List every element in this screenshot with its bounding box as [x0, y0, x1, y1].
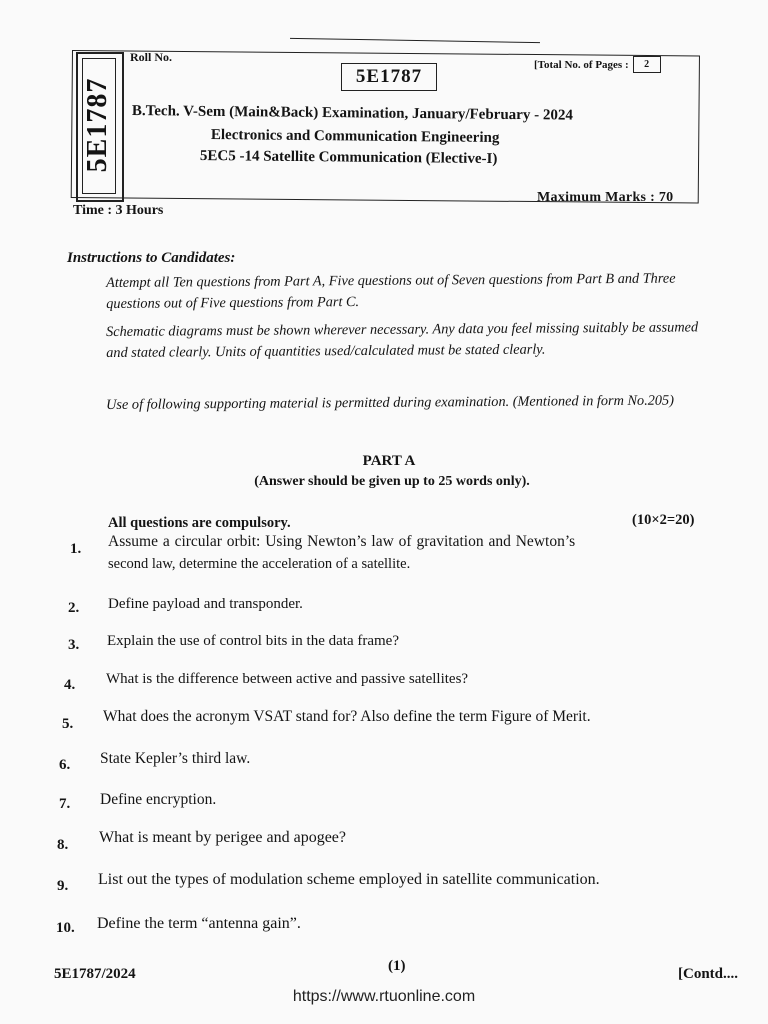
- question-text: Define encryption.: [100, 791, 217, 808]
- roll-no-label: Roll No.: [130, 50, 172, 64]
- footer-paper-code: 5E1787/2024: [54, 966, 136, 982]
- page-number: (1): [388, 958, 406, 974]
- exam-title: B.Tech. V-Sem (Main&Back) Examination, January/February - 2024: [131, 103, 573, 124]
- instruction-item: Attempt all Ten questions from Part A, Five questions out of Seven questions from Part B and Three questions out of Five questions from Part C.: [106, 270, 676, 312]
- question-text: Define payload and transponder.: [108, 596, 303, 612]
- question-text: What is meant by perigee and apogee?: [99, 829, 346, 846]
- question-text: Explain the use of control bits in the data frame?: [107, 633, 399, 649]
- continued-note: [Contd....: [678, 966, 739, 982]
- question-text: List out the types of modulation scheme employed in satellite communication.: [98, 871, 600, 888]
- instruction-item: Use of following supporting material is permitted during examination. (Mentioned in form No.205): [106, 392, 675, 413]
- question-text: What is the difference between active and passive satellites?: [106, 671, 469, 687]
- total-pages-value: 2: [633, 56, 661, 73]
- compulsory-note: All questions are compulsory.: [108, 515, 291, 531]
- question-number: 1.: [70, 541, 82, 557]
- question-text: Assume a circular orbit: Using Newton’s law of gravitation and Newton’s: [108, 533, 576, 550]
- total-pages: [534, 56, 661, 73]
- question-number: 9.: [57, 878, 69, 894]
- question-number: 5.: [62, 716, 74, 732]
- marks-scheme: (10×2=20): [632, 512, 695, 528]
- question-number: 7.: [59, 796, 71, 812]
- paper-code: 5E1787: [341, 63, 437, 91]
- subject-title: 5EC5 -14 Satellite Communication (Elective-I): [199, 148, 498, 168]
- question-number: 2.: [68, 600, 80, 616]
- instruction-item: Schematic diagrams must be shown wherever necessary. Any data you feel missing suitably be assumed and stated clearly. Units of quantities used/calculated must be stated clearly.: [106, 319, 699, 361]
- exam-time: Time : 3 Hours: [73, 203, 164, 218]
- total-pages-label: [Total No. of Pages :: [534, 58, 629, 71]
- question-number: 4.: [64, 677, 76, 693]
- exam-page: 5E1787 Roll No. 5E1787 [Total No. of Pages : 2 B.Tech. V-Sem (Main&Back) Examination, January/February - 2024 Electronics and Communication Engineering 5EC5 -14 Satellite Communication (Elective-I) Maximum Marks : 70 Time : 3 Hours Instructions to Candidates: Attempt all Ten questions from Part A, Five questions out of Seven questions from Part B and Three questions out of Five questions from Part C. Schematic diagrams must be shown wherever necessary. Any data you feel missing suitably be assumed and stated clearly. Units of quantities used/calculated must be stated clearly. Use of following supporting material is permitted during examination. (Mentioned in form No.205) PART A (Answer should be given up to 25 words only). All questions are compulsory. (10×2=20) 1. Assume a circular orbit: Using Newton’s law of gravitation and Newton’s second law, determine the acceleration of a satellite. 2. Define payload and transponder. 3. Explain the use of control bits in the data frame? 4. What is the difference between active and passive satellites? 5. What does the acronym VSAT stand for? Also define the term Figure of Merit. 6. State Kepler’s third law. 7. Define encryption. 8. What is meant by perigee and apogee? 9. List out the types of modulation scheme employed in satellite communication. 10. Define the term “antenna gain”. 5E1787/2024 (1) [Contd.... https://www.rtuonline.com: [0, 0, 768, 1024]
- question-text: State Kepler’s third law.: [100, 750, 251, 767]
- part-a-title: PART A: [362, 453, 416, 469]
- question-text: What does the acronym VSAT stand for? Also define the term Figure of Merit.: [103, 708, 591, 725]
- question-text: second law, determine the acceleration of a satellite.: [108, 556, 411, 572]
- instructions-heading: Instructions to Candidates:: [67, 250, 236, 266]
- question-number: 6.: [59, 757, 71, 773]
- question-number: 8.: [57, 837, 69, 853]
- question-number: 3.: [68, 637, 80, 653]
- question-number: 10.: [56, 920, 75, 936]
- question-text: Define the term “antenna gain”.: [97, 915, 301, 932]
- header-top-rule: [290, 38, 540, 43]
- part-a-subtitle: (Answer should be given up to 25 words only).: [254, 474, 530, 489]
- maximum-marks: Maximum Marks : 70: [537, 190, 674, 205]
- department-title: Electronics and Communication Engineering: [210, 127, 500, 147]
- source-url: https://www.rtuonline.com: [292, 988, 476, 1005]
